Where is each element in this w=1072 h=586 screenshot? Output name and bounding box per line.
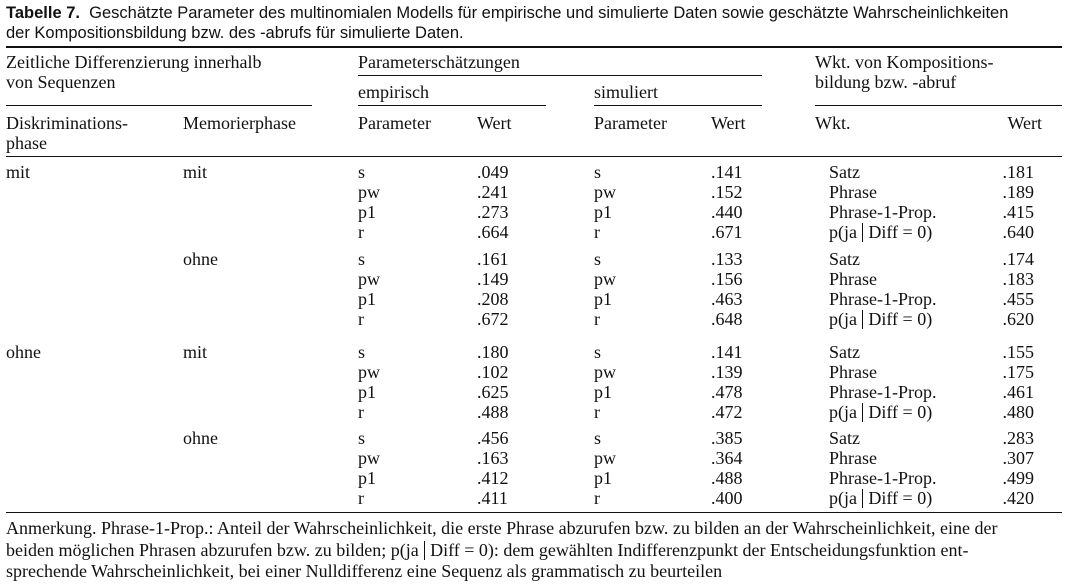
memorier-cell: mit	[183, 342, 208, 362]
diskrimination-cell: ohne	[6, 342, 41, 362]
note-line-2: beiden möglichen Phrasen abzurufen bzw. zu bilden; p(ja Diff = 0): dem gewählten Indifferenzpunkt der Entscheidungsfunktion ent-	[6, 540, 969, 560]
table-cell-v3: .455	[1002, 289, 1034, 309]
table-cell-wkt: Phrase-1-Prop.	[829, 202, 937, 222]
table-cell-p1: p1	[358, 468, 376, 488]
table-cell-p2: r	[594, 222, 600, 242]
table-cell-v2: .385	[711, 428, 743, 448]
table-cell-v3: .640	[1002, 222, 1034, 242]
header-wert-wkt: Wert	[1007, 113, 1042, 133]
table-cell-wkt: Satz	[829, 162, 860, 182]
empirisch-rule	[358, 105, 546, 106]
table-cell-p2: s	[594, 428, 602, 448]
header-wert-simuliert: Wert	[711, 113, 746, 133]
table-cell-v3: .461	[1002, 382, 1034, 402]
table-cell-p1: p1	[358, 289, 376, 309]
header-wkt: Wkt.	[815, 113, 851, 133]
table-cell-p2: p1	[594, 289, 612, 309]
table-cell-v3: .283	[1002, 428, 1034, 448]
header-parameter-empirisch: Parameter	[358, 113, 431, 133]
table-cell-v2: .478	[711, 382, 743, 402]
table-cell-v3: .189	[1002, 182, 1034, 202]
table-cell-p2: r	[594, 488, 600, 508]
simuliert-rule	[594, 105, 762, 106]
param-group-rule	[358, 75, 762, 76]
table-cell-v1: .180	[477, 342, 509, 362]
table-cell-v1: .049	[477, 162, 509, 182]
table-cell-wkt: Satz	[829, 249, 860, 269]
table-cell-v2: .156	[711, 269, 743, 289]
table-cell-v1: .161	[477, 249, 509, 269]
table-cell-p2: pw	[594, 182, 616, 202]
table-cell-wkt: Phrase	[829, 362, 877, 382]
bottom-rule	[6, 512, 1062, 513]
table-cell-v2: .671	[711, 222, 743, 242]
conditional-bar	[424, 541, 425, 560]
table-cell-wkt: Phrase	[829, 269, 877, 289]
table-cell-wkt: Phrase	[829, 448, 877, 468]
table-cell-wkt: Satz	[829, 342, 860, 362]
memorier-cell: mit	[183, 162, 208, 182]
table-cell-p2: pw	[594, 362, 616, 382]
caption-text-1: Geschätzte Parameter des multinomialen Modells für empirische und simulierte Daten sowie geschätzte Wahrscheinlichkeiten	[89, 4, 1009, 22]
header-empirisch: empirisch	[358, 82, 429, 102]
conditional-bar	[862, 403, 863, 422]
table-cell-p1: r	[358, 222, 364, 242]
table-cell-p1: r	[358, 402, 364, 422]
table-cell-p2: p1	[594, 382, 612, 402]
header-wkt-2: bildung bzw. -abruf	[815, 72, 957, 92]
table-cell-v1: .456	[477, 428, 509, 448]
memorier-cell: ohne	[183, 249, 218, 269]
note-line-1: Anmerkung. Phrase-1-Prop.: Anteil der Wahrscheinlichkeit, die erste Phrase abzurufen bzw. zu bilden an der Wahrscheinlichkeit, eine der	[6, 518, 998, 538]
header-rule	[6, 156, 1062, 157]
table-cell-wkt: Phrase-1-Prop.	[829, 382, 937, 402]
table-cell-v3: .620	[1002, 309, 1034, 329]
table-cell-v2: .440	[711, 202, 743, 222]
table-cell-p2: s	[594, 342, 602, 362]
table-cell-wkt: p(ja Diff = 0)	[829, 488, 933, 508]
table-cell-v2: .141	[711, 162, 743, 182]
table-cell-v3: .480	[1002, 402, 1034, 422]
table-cell-p1: pw	[358, 269, 380, 289]
table-cell-v1: .625	[477, 382, 509, 402]
table-cell-wkt: Satz	[829, 428, 860, 448]
table-cell-v2: .400	[711, 488, 743, 508]
table-cell-wkt: Phrase-1-Prop.	[829, 289, 937, 309]
table-cell-v2: .364	[711, 448, 743, 468]
table-cell-v3: .307	[1002, 448, 1034, 468]
table-cell-p1: p1	[358, 202, 376, 222]
table-cell-v3: .155	[1002, 342, 1034, 362]
table-cell-v3: .499	[1002, 468, 1034, 488]
table-cell-wkt: Phrase	[829, 182, 877, 202]
table-cell-v2: .488	[711, 468, 743, 488]
table-caption-line-1	[6, 3, 1008, 23]
table-cell-v1: .273	[477, 202, 509, 222]
zeitlich-rule	[6, 105, 312, 106]
table-cell-v2: .152	[711, 182, 743, 202]
conditional-bar	[862, 223, 863, 242]
top-rule	[6, 46, 1062, 48]
table-cell-p1: r	[358, 309, 364, 329]
table-cell-p1: s	[358, 162, 366, 182]
table-cell-p2: p1	[594, 468, 612, 488]
table-cell-p1: s	[358, 249, 366, 269]
table-cell-v1: .208	[477, 289, 509, 309]
header-diskrim-2: phase	[6, 133, 47, 153]
table-cell-v1: .488	[477, 402, 509, 422]
table-cell-wkt: p(ja Diff = 0)	[829, 309, 933, 329]
conditional-bar	[862, 489, 863, 508]
diskrimination-cell: mit	[6, 162, 31, 182]
header-parameter-simuliert: Parameter	[594, 113, 667, 133]
header-zeitlich-1: Zeitliche Differenzierung innerhalb	[6, 52, 262, 72]
table-cell-v1: .664	[477, 222, 509, 242]
header-memorier: Memorierphase	[183, 113, 296, 133]
table-cell-p1: pw	[358, 362, 380, 382]
table-cell-v2: .141	[711, 342, 743, 362]
header-param-group: Parameterschätzungen	[358, 52, 520, 72]
header-zeitlich-2: von Sequenzen	[6, 72, 116, 92]
table-cell-wkt: p(ja Diff = 0)	[829, 402, 933, 422]
table-cell-p1: r	[358, 488, 364, 508]
header-wkt-1: Wkt. von Kompositions-	[815, 52, 994, 72]
table-cell-v1: .149	[477, 269, 509, 289]
header-wert-empirisch: Wert	[477, 113, 512, 133]
table-cell-p2: pw	[594, 269, 616, 289]
table-cell-v3: .181	[1002, 162, 1034, 182]
table-cell-v3: .415	[1002, 202, 1034, 222]
table-cell-v1: .411	[477, 488, 508, 508]
table-cell-v1: .672	[477, 309, 509, 329]
table-cell-wkt: Phrase-1-Prop.	[829, 468, 937, 488]
table-cell-wkt: p(ja Diff = 0)	[829, 222, 933, 242]
table-cell-v3: .175	[1002, 362, 1034, 382]
table-cell-v1: .241	[477, 182, 509, 202]
table-cell-v3: .420	[1002, 488, 1034, 508]
note-line-3: sprechende Wahrscheinlichkeit, bei einer Nulldifferenz eine Sequenz als grammatisch zu beurteilen	[6, 561, 723, 581]
table-cell-p2: pw	[594, 448, 616, 468]
table-cell-p1: s	[358, 342, 366, 362]
table-cell-v2: .472	[711, 402, 743, 422]
table-cell-v2: .648	[711, 309, 743, 329]
table-cell-v1: .102	[477, 362, 509, 382]
memorier-cell: ohne	[183, 428, 218, 448]
table-label: Tabelle 7.	[6, 4, 80, 22]
table-cell-p2: r	[594, 402, 600, 422]
table-cell-p1: s	[358, 428, 366, 448]
table-cell-p1: pw	[358, 182, 380, 202]
conditional-bar	[862, 310, 863, 329]
table-cell-p2: p1	[594, 202, 612, 222]
table-cell-v2: .139	[711, 362, 743, 382]
table-cell-v1: .412	[477, 468, 509, 488]
table-cell-p1: pw	[358, 448, 380, 468]
table-cell-p2: s	[594, 249, 602, 269]
table-cell-v2: .463	[711, 289, 743, 309]
table-cell-p1: p1	[358, 382, 376, 402]
table-cell-p2: r	[594, 309, 600, 329]
table-cell-p2: s	[594, 162, 602, 182]
table-cell-v3: .174	[1002, 249, 1034, 269]
table-cell-v2: .133	[711, 249, 743, 269]
caption-text-2: der Kompositionsbildung bzw. des -abrufs für simulierte Daten.	[6, 24, 464, 42]
header-simuliert: simuliert	[594, 82, 658, 102]
table-cell-v1: .163	[477, 448, 509, 468]
table-cell-v3: .183	[1002, 269, 1034, 289]
header-diskrim-1: Diskriminations-	[6, 113, 128, 133]
wkt-rule	[815, 105, 1062, 106]
